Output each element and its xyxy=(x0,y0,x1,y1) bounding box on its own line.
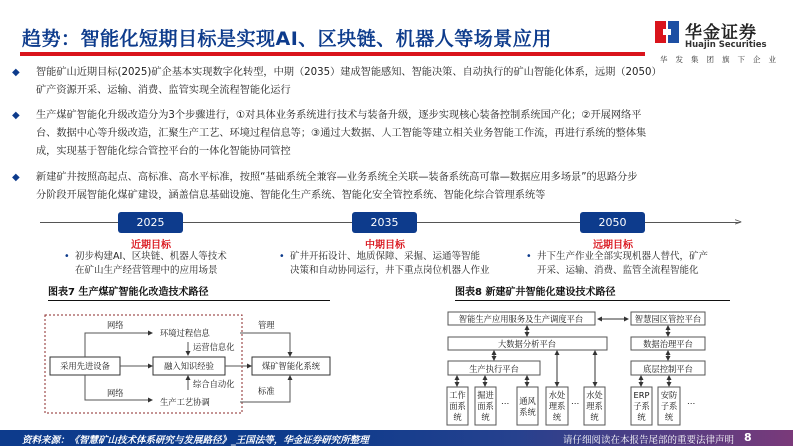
svg-text:智能生产应用服务及生产调度平台: 智能生产应用服务及生产调度平台 xyxy=(458,314,584,324)
bullet-line: 矿产资源开采、运输、消费、监管实现全流程智能化运行 xyxy=(36,85,291,96)
system-box-label: 安防 xyxy=(660,390,678,400)
svg-text:融入知识经验: 融入知识经验 xyxy=(164,361,214,371)
system-box-label: 系统 xyxy=(519,407,536,417)
system-box-label: 统 xyxy=(664,412,674,422)
goal-label-near: 近期目标 xyxy=(131,240,171,251)
system-box-label: 水处 xyxy=(548,390,566,400)
svg-text:生产工艺协调: 生产工艺协调 xyxy=(160,397,210,407)
svg-text:…: … xyxy=(571,396,580,406)
system-box-label: 统 xyxy=(552,412,562,422)
svg-text:环境过程信息: 环境过程信息 xyxy=(160,328,210,338)
svg-text:智慧园区管控平台: 智慧园区管控平台 xyxy=(634,314,702,324)
system-box-label: 子系 xyxy=(660,401,678,411)
diamond-bullet-icon: ◆ xyxy=(12,67,20,78)
year-badge-2025: 2025 xyxy=(118,212,183,233)
svg-text:生产执行平台: 生产执行平台 xyxy=(469,364,519,374)
goal-label-far: 远期目标 xyxy=(593,240,633,251)
system-box-label: 通风 xyxy=(519,396,536,406)
diamond-bullet-icon: ◆ xyxy=(12,172,20,183)
figure8-title: 图表8 新建矿井智能化建设技术路径 xyxy=(455,283,730,301)
system-box-label: ERP xyxy=(633,390,650,400)
bullet-line: 智能矿山近期目标(2025)矿企基本实现数字化转型，中期（2035）建成智能感知、智能决策、自动执行的矿山智能化体系，远期（2050） xyxy=(36,67,662,78)
year-badge-2050: 2050 xyxy=(580,212,645,233)
svg-text:运营信息化: 运营信息化 xyxy=(193,342,235,352)
svg-text:大数据分析平台: 大数据分析平台 xyxy=(497,339,557,349)
bullet-line: 台、数据中心等升级改造，汇聚生产工艺、环境过程信息等；③通过大数据、人工智能等建立相关业务智能工作流，再进行系统的整体集 xyxy=(36,128,647,139)
source-note: 资料来源：《智慧矿山技术体系研究与发展路径》_王国法等，华金证券研究所整理 xyxy=(22,435,369,446)
system-box-label: 水处 xyxy=(586,390,603,400)
system-box-label: 统 xyxy=(590,412,599,422)
system-box-label: 面系 xyxy=(449,401,466,411)
arrow-right-icon: > xyxy=(734,217,743,228)
svg-text:网络: 网络 xyxy=(107,320,124,330)
goal-desc-near: • 初步构建AI、区块链、机器人等技术 在矿山生产经营管理中的应用场景 xyxy=(64,251,227,276)
system-box-label: 掘进 xyxy=(477,390,494,400)
svg-text:标准: 标准 xyxy=(258,386,275,396)
legal-disclaimer: 请仔细阅读在本报告尾部的重要法律声明 xyxy=(563,435,735,446)
system-box-label: 面系 xyxy=(477,401,494,411)
svg-text:底层控制平台: 底层控制平台 xyxy=(643,364,693,374)
svg-text:…: … xyxy=(501,396,510,406)
svg-text:综合自动化: 综合自动化 xyxy=(193,379,235,389)
page-number: 8 xyxy=(744,431,752,444)
figure8-diagram xyxy=(447,312,705,425)
figure7-diagram xyxy=(45,315,330,413)
goal-label-mid: 中期目标 xyxy=(365,240,405,251)
svg-text:数据治理平台: 数据治理平台 xyxy=(643,339,693,349)
year-badge-2035: 2035 xyxy=(352,212,417,233)
bullet-line: 生产煤矿智能化升级改造分为3个步骤进行，①对具体业务系统进行技术与装备升级，逐步实现核心装备控制系统国产化；②开展网络平 xyxy=(36,110,642,121)
system-box-label: 统 xyxy=(481,412,490,422)
bullet-line: 成，实现基于智能化综合管控平台的一体化智能协同管控 xyxy=(36,146,291,157)
system-box-label: 统 xyxy=(637,412,646,422)
logo-text-cn: 华金证券 xyxy=(685,23,757,43)
system-box-label: 子系 xyxy=(633,401,650,411)
system-box-label: 工作 xyxy=(449,390,466,400)
goal-desc-mid: • 矿井开拓设计、地质保障、采掘、运通等智能 决策和自动协同运行，井下重点岗位机器人作业 xyxy=(279,251,490,276)
svg-text:煤矿智能化系统: 煤矿智能化系统 xyxy=(261,361,321,371)
bullet-line: 分阶段开展智能化煤矿建设，涵盖信息基础设施、智能化生产系统、智能化安全管控系统、智能化综合管理系统等 xyxy=(36,190,546,201)
svg-text:采用先进设备: 采用先进设备 xyxy=(60,361,110,371)
svg-text:网络: 网络 xyxy=(107,388,124,398)
bullet-line: 新建矿井按照高起点、高标准、高水平标准，按照“基础系统全兼容—业务系统全关联—装备系统高可靠—数据应用多场景”的思路分步 xyxy=(36,172,638,183)
page-title: 趋势：智能化短期目标是实现AI、区块链、机器人等场景应用 xyxy=(22,28,552,50)
svg-text:…: … xyxy=(687,396,696,406)
svg-text:管理: 管理 xyxy=(258,320,275,330)
system-box-label: 理系 xyxy=(548,401,566,411)
logo-text-en: Huajin Securities xyxy=(685,40,767,50)
system-box-label: 统 xyxy=(453,412,462,422)
goal-desc-far: • 井下生产作业全部实现机器人替代，矿产 开采、运输、消费、监管全流程智能化 xyxy=(526,251,709,276)
system-box-label: 理系 xyxy=(586,401,603,411)
diamond-bullet-icon: ◆ xyxy=(12,110,20,121)
figure7-title: 图表7 生产煤矿智能化改造技术路径 xyxy=(48,283,330,301)
logo-tagline: 华发集团旗下企业 xyxy=(660,55,784,64)
